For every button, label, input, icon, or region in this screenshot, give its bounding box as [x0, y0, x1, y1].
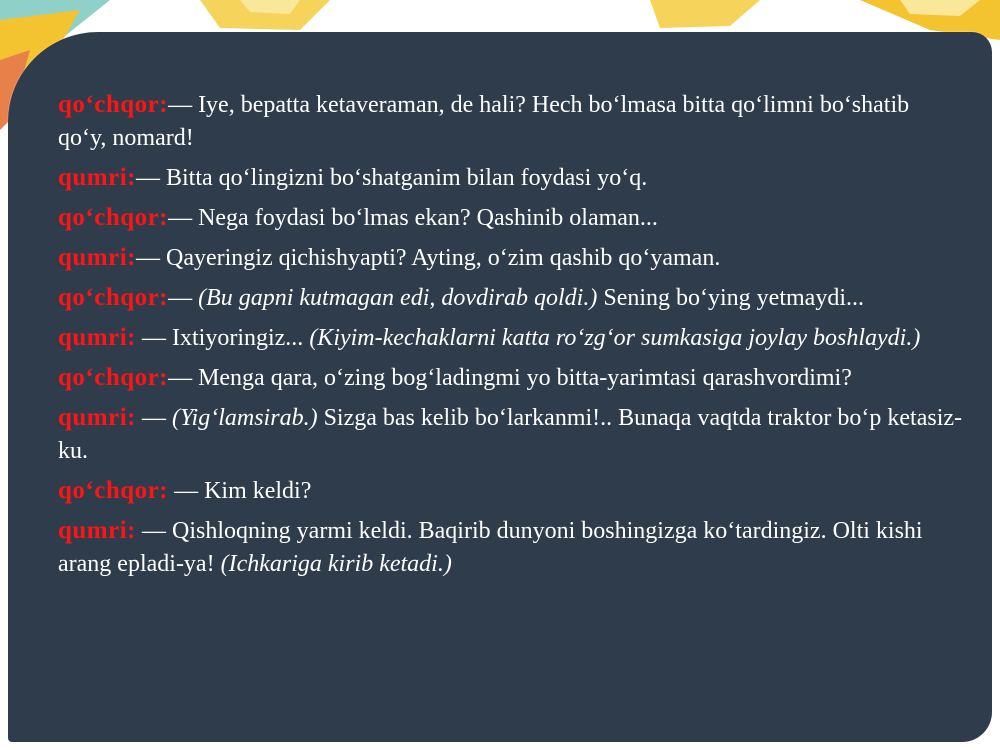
speech-text: — Bitta qo‘lingizni bo‘shatganim bilan foydasi yo‘q.	[136, 165, 648, 191]
stage-direction: (Bu gapni kutmagan edi, dovdirab qoldi.)	[198, 285, 598, 311]
dialogue-line	[58, 281, 963, 315]
dialogue-line	[58, 161, 963, 195]
dialogue-line	[58, 361, 963, 395]
speech-text: — Qishloqning yarmi keldi. Baqirib dunyoni boshingizga ko‘tardingiz. Olti kishi arang epladi-ya!	[58, 518, 923, 577]
stage-direction: (Yig‘lamsirab.)	[172, 405, 318, 431]
speaker-name: qo‘chqor:	[58, 91, 169, 118]
dialogue-line	[58, 201, 963, 235]
speaker-name: qo‘chqor:	[58, 477, 169, 504]
speech-text: — Nega foydasi bo‘lmas ekan? Qashinib olaman...	[168, 205, 658, 231]
dialogue-text	[58, 88, 963, 587]
dialogue-line	[58, 88, 963, 155]
speech-text: — Qayeringiz qichishyapti? Ayting, o‘zim qashib qo‘yaman.	[136, 245, 721, 271]
dialogue-line	[58, 401, 963, 468]
speech-text: Sizga bas kelib bo‘larkanmi!.. Bunaqa vaqtda traktor bo‘p ketasiz-ku.	[58, 405, 963, 464]
speech-text: — Iye, bepatta ketaveraman, de hali? Hech bo‘lmasa bitta qo‘limni bo‘shatib qo‘y, nomard!	[58, 92, 910, 151]
dialogue-line	[58, 241, 963, 275]
stage-direction: (Kiyim-kechaklarni katta ro‘zg‘or sumkasiga joylay boshlaydi.)	[309, 325, 921, 351]
speech-text: — Ixtiyoringiz...	[136, 325, 310, 351]
speaker-name: qumri:	[58, 324, 136, 351]
dialogue-line	[58, 474, 963, 508]
stage-direction: (Ichkariga kirib ketadi.)	[220, 551, 452, 577]
speech-text: —	[136, 405, 172, 431]
speaker-name: qumri:	[58, 164, 136, 191]
speaker-name: qo‘chqor:	[58, 364, 169, 391]
speaker-name: qumri:	[58, 244, 136, 271]
speaker-name: qo‘chqor:	[58, 284, 169, 311]
dialogue-line	[58, 321, 963, 355]
speech-text: — Kim keldi?	[168, 478, 312, 504]
dialogue-line	[58, 514, 963, 581]
speaker-name: qo‘chqor:	[58, 204, 169, 231]
speaker-name: qumri:	[58, 404, 136, 431]
speaker-name: qumri:	[58, 517, 136, 544]
speech-text: —	[168, 285, 199, 311]
speech-text: Sening bo‘ying yetmaydi...	[597, 285, 864, 311]
speech-text: — Menga qara, o‘zing bog‘ladingmi yo bitta-yarimtasi qarashvordimi?	[168, 365, 852, 391]
